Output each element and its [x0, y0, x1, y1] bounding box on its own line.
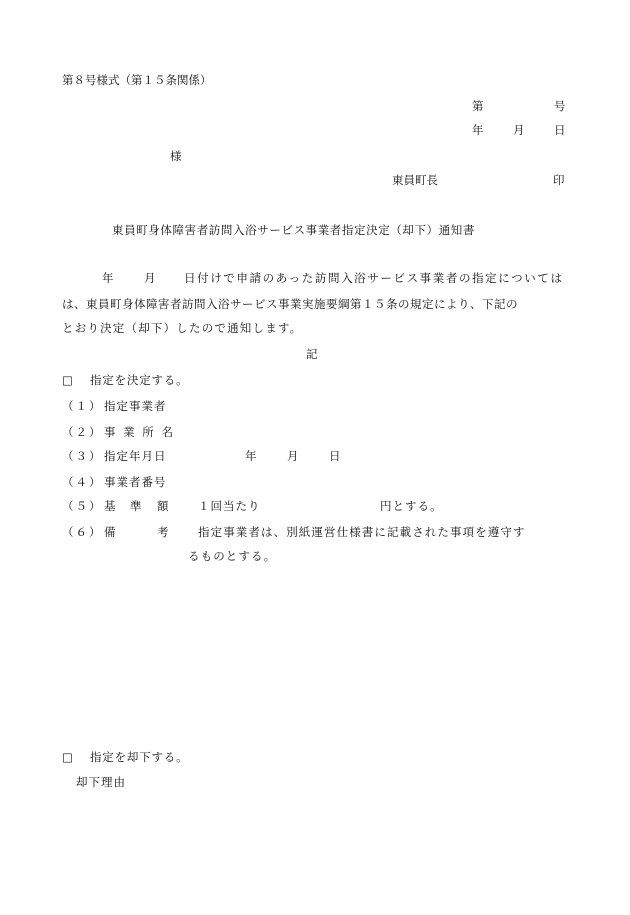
item-5-value-b: 円とする。 [380, 499, 443, 513]
document-title: 東員町身体障害者訪問入浴サービス事業者指定決定（却下）通知書 [112, 223, 475, 237]
addressee-suffix: 様 [170, 149, 182, 163]
item-3-label: 指定年月日 [104, 449, 167, 463]
approve-checkbox[interactable]: □ [62, 373, 73, 387]
body-line-1: 日付けで申請のあった訪問入浴サービス事業者の指定については [184, 271, 564, 285]
item-6-value-line-2: るものとする。 [188, 549, 277, 563]
item-4-label: 事業者番号 [104, 475, 167, 489]
doc-number-prefix: 第 [472, 99, 484, 113]
approve-label: 指定を決定する。 [90, 373, 189, 387]
issuer-name: 東員町長 [392, 173, 438, 187]
ki-label: 記 [306, 347, 318, 361]
item-6-label-a: 備 [104, 525, 116, 539]
date-day: 日 [554, 123, 566, 137]
body-line-2: は、東員町身体障害者訪問入浴サービス事業実施要綱第１５条の規定により、下記の [62, 297, 518, 311]
item-3-month: 月 [287, 449, 299, 463]
item-3-day: 日 [329, 449, 341, 463]
date-month: 月 [513, 123, 525, 137]
item-6-value-line-1: 指定事業者は、別紙運営仕様書に記載された事項を遵守す [198, 525, 526, 539]
reject-checkbox[interactable]: □ [62, 750, 73, 764]
issuer-seal: 印 [553, 173, 565, 187]
form-number: 第８号様式（第１５条関係） [62, 73, 212, 87]
reject-label: 指定を却下する。 [90, 750, 189, 764]
item-5-label-a: 基 [104, 499, 116, 513]
reject-reason-label: 却下理由 [76, 775, 126, 789]
body-year: 年 [102, 271, 114, 285]
item-2-label: 事 業 所 名 [104, 425, 175, 439]
doc-number-suffix: 号 [554, 99, 566, 113]
body-line-3: とおり決定（却下）したので通知します。 [62, 321, 303, 335]
item-2-number: （２） [62, 425, 103, 439]
item-5-value-a: １回当たり [198, 499, 261, 513]
item-1-number: （１） [62, 399, 103, 413]
body-month: 月 [144, 271, 156, 285]
item-3-number: （３） [62, 449, 103, 463]
item-3-year: 年 [245, 449, 257, 463]
item-6-label-b: 考 [157, 525, 169, 539]
item-5-number: （５） [62, 499, 103, 513]
item-1-label: 指定事業者 [104, 399, 167, 413]
date-year: 年 [472, 123, 484, 137]
item-5-label-b: 準 [130, 499, 142, 513]
item-5-label-c: 額 [157, 499, 169, 513]
item-6-number: （６） [62, 525, 103, 539]
item-4-number: （４） [62, 475, 103, 489]
